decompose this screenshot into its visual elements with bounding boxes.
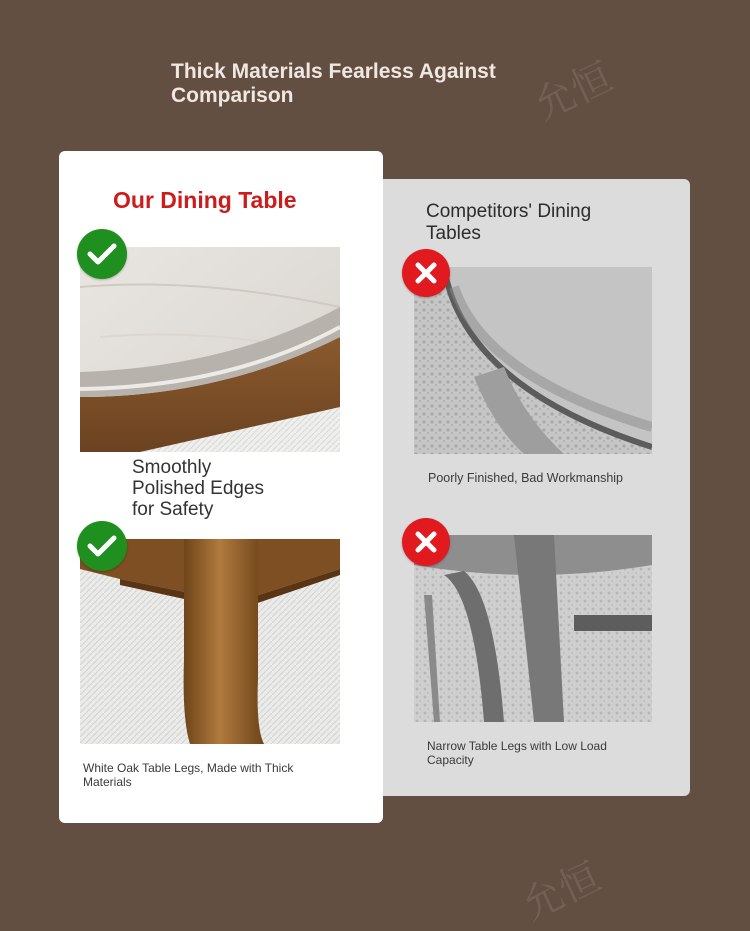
edge-caption-line-3: for Safety (132, 499, 214, 520)
competitor-legs-photo (414, 535, 652, 722)
cross-icon (402, 518, 450, 566)
watermark: 允恒 (527, 53, 620, 130)
competitor-table-card (383, 179, 690, 796)
watermark: 允恒 (515, 853, 608, 930)
cross-icon (402, 249, 450, 297)
competitor-title: Competitors' Dining Tables (426, 201, 592, 244)
our-table-title: Our Dining Table (113, 187, 297, 213)
competitor-edge-caption: Poorly Finished, Bad Workmanship (428, 471, 623, 485)
edge-caption-line-1: Smoothly (132, 457, 212, 478)
our-table-card (59, 151, 383, 823)
our-legs-caption: White Oak Table Legs, Made with Thick Materials (83, 761, 294, 789)
our-edge-photo (80, 247, 340, 452)
our-legs-photo (80, 539, 340, 744)
check-icon (77, 229, 127, 279)
competitor-edge-photo (414, 267, 652, 454)
check-icon (77, 521, 127, 571)
edge-caption-line-2: Polished Edges (132, 478, 265, 499)
page-heading: Thick Materials Fearless Against Comparison (171, 60, 496, 107)
competitor-legs-caption: Narrow Table Legs with Low Load Capacity (427, 739, 607, 767)
edge-safety-caption (132, 457, 312, 520)
